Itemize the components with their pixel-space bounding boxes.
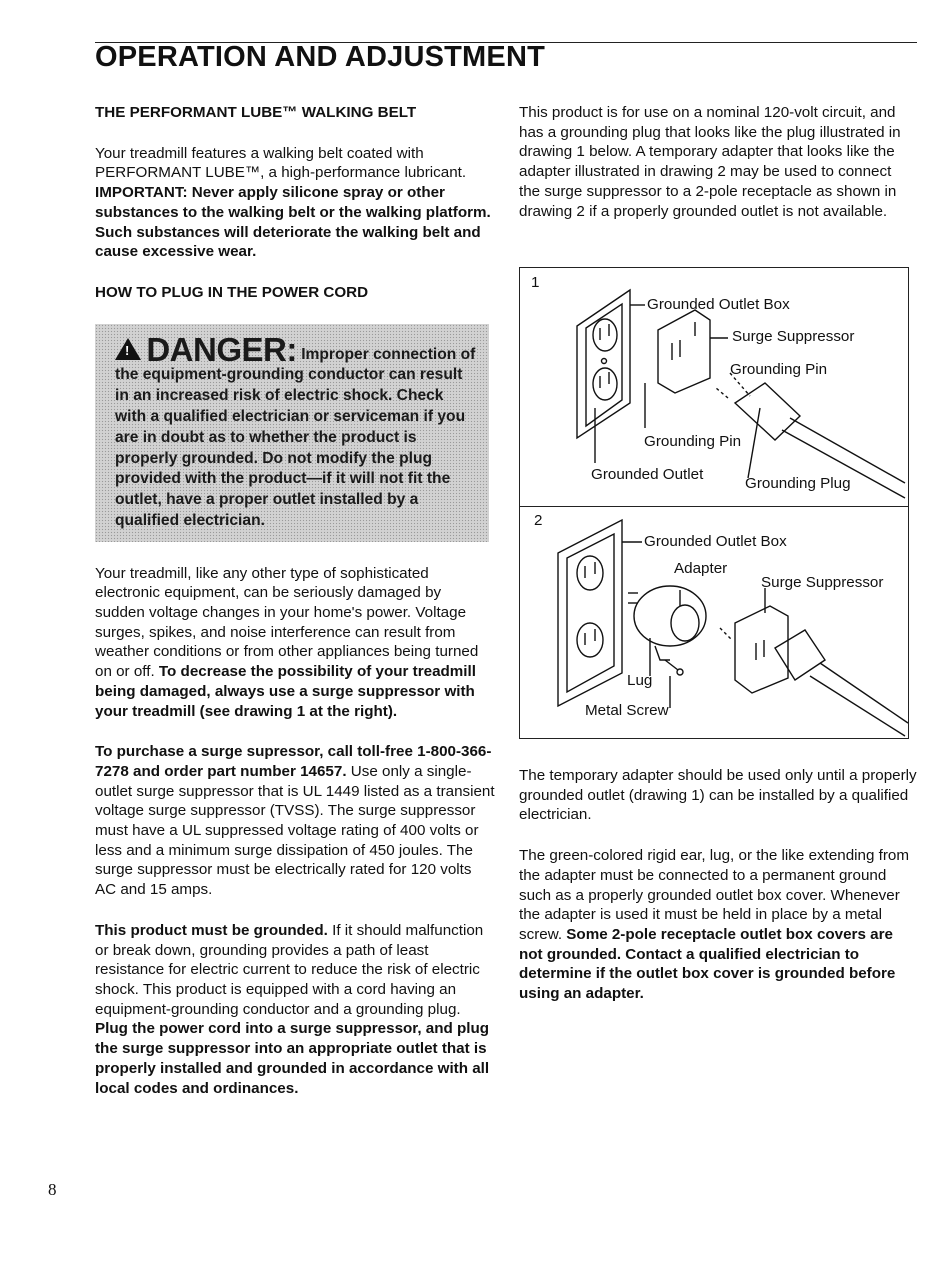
label-adapter: Adapter — [674, 560, 728, 577]
label-grounding-plug: Grounding Plug — [745, 475, 851, 492]
label-grounding-pin-right: Grounding Pin — [730, 361, 828, 378]
metal-screw — [665, 660, 678, 670]
surge-suppressor-1 — [658, 310, 710, 393]
lube-paragraph — [95, 144, 495, 262]
lug-text: The green-colored rigid ear, lug, or the like extending from the adapter must be connected to a permanent ground such as a properly grounded outlet box cover. Whenever the adapter is used it must be held in place by a metal screw. — [519, 847, 910, 943]
lug — [655, 646, 670, 660]
purchase-bold: To purchase a surge supressor, call toll-free 1-800-366-7278 and order part number 14657. — [95, 743, 492, 780]
lube-important: IMPORTANT: Never apply silicone spray or other substances to the walking belt or the walking platform. Such substances will deteriorate the walking belt and cause excessive wear. — [95, 184, 491, 261]
right-column-intro — [519, 103, 915, 242]
adapter — [634, 586, 706, 646]
label-grounded-outlet: Grounded Outlet — [591, 466, 704, 483]
grounded-bold: This product must be grounded. — [95, 921, 328, 939]
purchase-text: Use only a single-outlet surge suppressor that is UL 1449 listed as a transient voltage surge suppressor (TVSS). The surge suppressor must have a UL suppressed voltage rating of 400 volts or less and a minimum surge dissipation of 450 joules. The surge suppressor must be electrically rated for 120 volts AC and 15 amps. — [95, 762, 495, 899]
surge-suppressor-2 — [735, 606, 788, 693]
label-metal-screw: Metal Screw — [585, 702, 669, 719]
label-lug: Lug — [627, 672, 653, 689]
danger-text: Improper connection of the equipment-grounding conductor can result in an increased risk of electric shock. Check with a qualified electrician or serviceman if you are in doubt as to whether the product is properly grounded. Do not modify the plug provided with the product—if it will not fit the outlet, have a proper outlet installed by a qualified electrician. — [115, 345, 476, 529]
surge-bold: To decrease the possibility of your treadmill being damaged, always use a surge suppressor with your treadmill (see drawing 1 at the right). — [95, 663, 476, 720]
surge-text: Your treadmill, like any other type of sophisticated electronic equipment, can be seriously damaged by sudden voltage changes in your home's power. Voltage surges, spikes, and noise interference can result from weather conditions or from other appliances being turned on or off. — [95, 564, 479, 681]
left-column — [95, 103, 495, 1119]
lug-paragraph — [519, 846, 917, 1004]
grounded-bold-2: Plug the power cord into a surge suppressor, and plug the surge suppressor into an appropriate outlet that is properly installed and grounded in accordance with all local codes and ordinances. — [95, 1020, 490, 1097]
grounding-plug-1 — [735, 383, 800, 440]
surge-paragraph — [95, 564, 495, 722]
page-title: OPERATION AND ADJUSTMENT — [95, 41, 546, 73]
grounded-paragraph — [95, 921, 495, 1098]
label-grounded-outlet-box-1: Grounded Outlet Box — [647, 296, 790, 313]
intro-paragraph: This product is for use on a nominal 120-volt circuit, and has a grounding plug that looks like the plug illustrated in drawing 1 below. A temporary adapter that looks like the adapter illustrated in drawing 2 may be used to connect the surge suppressor to a 2-pole receptacle as shown in drawing 2 if a properly grounded outlet is not available. — [519, 104, 901, 220]
label-surge-suppressor-2: Surge Suppressor — [761, 574, 884, 591]
purchase-paragraph — [95, 742, 495, 900]
label-surge-suppressor-1: Surge Suppressor — [732, 328, 855, 345]
lube-text: Your treadmill features a walking belt coated with PERFORMANT LUBE™, a high-performance lubricant. — [95, 144, 467, 182]
label-grounding-pin: Grounding Pin — [644, 433, 742, 450]
temporary-adapter-paragraph: The temporary adapter should be used only until a properly grounded outlet (drawing 1) can be installed by a qualified electrician. — [519, 767, 917, 824]
lug-bold: Some 2-pole receptacle outlet box covers are not grounded. Contact a qualified electrician to determine if the outlet box cover is grounded before using an adapter. — [519, 925, 896, 1003]
section-heading-lube: THE PERFORMANT LUBE™ WALKING BELT — [95, 104, 417, 121]
right-column-lower — [519, 766, 917, 1025]
figure-divider — [520, 506, 908, 507]
warning-icon: ! — [115, 338, 141, 360]
drawing-2-number: 2 — [534, 512, 543, 529]
label-grounded-outlet-box-2: Grounded Outlet Box — [644, 533, 787, 550]
danger-word: DANGER: — [146, 330, 297, 368]
grounded-text: If it should malfunction or break down, grounding provides a path of least resistance for electric current to reduce the risk of electric shock. This product is equipped with a cord having an equipment-grounding conductor and a grounding plug. — [95, 921, 484, 1018]
danger-box — [95, 324, 489, 542]
drawing-1-number: 1 — [531, 274, 540, 291]
page-number: 8 — [48, 1180, 57, 1199]
grounding-figure — [519, 267, 909, 739]
section-heading-power-cord: HOW TO PLUG IN THE POWER CORD — [95, 283, 369, 301]
